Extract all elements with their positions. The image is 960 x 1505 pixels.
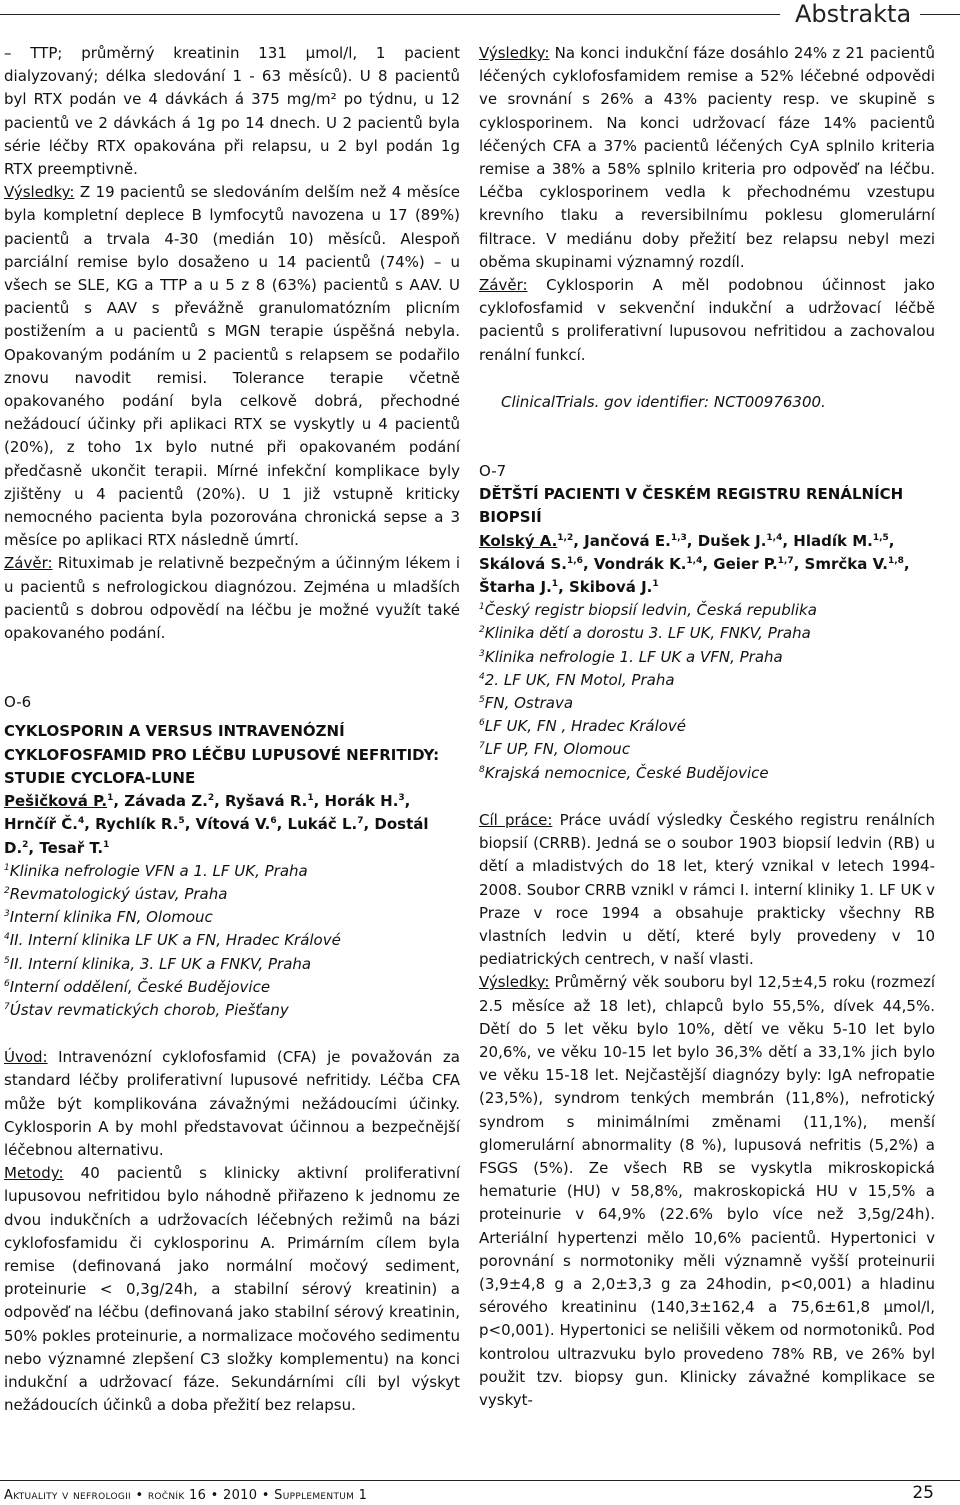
author-affiliation-sup: 1,3 <box>670 532 687 543</box>
author-affiliation-sup: 7 <box>357 816 364 827</box>
affiliation-list <box>4 860 460 1022</box>
first-author: Kolský A. <box>479 531 558 550</box>
aim-paragraph <box>479 809 935 971</box>
abstract-title: DĚTŠTÍ PACIENTI V ČESKÉM REGISTRU RENÁLNÍCH BIOPSIÍ <box>479 485 904 527</box>
results-label: Výsledky: <box>4 183 75 202</box>
abstract-code: O-6 <box>4 693 32 712</box>
affiliation-item <box>479 599 935 622</box>
affiliation-text: II. Interní klinika, 3. LF UK a FNKV, Praha <box>9 954 312 973</box>
intro-label: Úvod: <box>4 1048 48 1067</box>
affiliation-number: 6 <box>4 978 10 989</box>
author-affiliation-sup: 1,4 <box>766 532 783 543</box>
affiliation-number: 4 <box>479 671 485 682</box>
author-name: , Jančová E. <box>573 531 671 550</box>
footer-separator: • <box>210 1488 219 1503</box>
affiliation-number: 3 <box>4 909 10 920</box>
aim-text: Práce uvádí výsledky Českého registru renálních biopsií (CRRB). Jedná se o soubor 1903 biopsií ledvin (RB) u dětí a mladistvých do 18 let, který vznikal v letech 1994-2008. Soubor CRRB vznikl v rámci I. interní kliniky 1. LF UK v Praze v roce 1994 a obsahuje prakticky všechny RB vlastních ledvin u dětí, které byly provedeny v 10 pediatrických centrech, v naší vlasti. <box>479 810 935 969</box>
conclusion-paragraph <box>4 552 460 645</box>
author-affiliation-sup: 1,5 <box>872 532 889 543</box>
author-name: , Štarha J. <box>479 554 910 597</box>
author-affiliation-sup: 1,7 <box>777 555 794 566</box>
author-affiliation-sup: 3 <box>398 793 405 804</box>
author-name: , Skálová S. <box>479 531 895 573</box>
affiliation-item <box>479 715 935 738</box>
volume-number: 16 <box>189 1488 207 1503</box>
affiliation-text: Ústav revmatických chorob, Piešťany <box>9 1000 289 1019</box>
author-name: , Dušek J. <box>686 531 767 550</box>
conclusion-label: Závěr: <box>479 276 528 295</box>
section-title: Abstrakta <box>795 0 912 28</box>
affiliation-number: 6 <box>479 718 485 729</box>
author-name: , Lukáč L. <box>276 815 358 834</box>
affiliation-item <box>479 692 935 715</box>
page-number: 25 <box>912 1483 934 1503</box>
results2-text: Průměrný věk souboru byl 12,5±4,5 roku (rozmezí 2.5 měsíce až 18 let), chlapců bylo 55,5%, dívek 44,5%. Dětí do 5 let věku bylo 10%, dětí ve věku 5-10 let bylo 20,6%, ve věku 10-15 let bylo 36,3% dětí a 33,1% jich bylo ve věku 15-18 let. Nejčastější diagnózy byly: IgA nefropatie (23,5%), syndrom tenkých membrán (11,8%), nefrotický syndrom s minimálními změnami (11,1%), menší glomerulární abnormality (8 %), lupusová nefritis (5,2%) a FSGS (5%). Ze všech RB se vyskytla mikroskopická hematurie (HU) v 58,8%, makroskopická HU v 15,5% a proteinurie v 64,9% (22.6% bylo více než 3,5g/24h). Arteriální hypertenzi mělo 10,6% pacientů. Hypertonici v porovnání s normotoniky měli významně vyšší proteinurii (3,9±4,8 g a 2,0±3,3 g za 24hodin, p<0,001) a hladinu sérového kreatininu (140,3±162,4 a 75,6±61,8 µmol/l, p<0,001). Hypertonici se nelišili věkem od normotoniků. Pod kontrolou ultrazvuku bylo provedeno 78% RB, ve 26% byl použit tzv. biopsy gun. Klinicky závažné komplikace se vyskyt- <box>479 973 935 1409</box>
footer <box>4 1488 367 1503</box>
affiliation-text: Krajská nemocnice, České Budějovice <box>484 763 769 782</box>
conclusion-paragraph <box>479 274 935 367</box>
author-name: , Hladík M. <box>782 531 873 550</box>
affiliation-text: Interní klinika FN, Olomouc <box>9 908 213 927</box>
author-name: , Geier P. <box>702 554 778 573</box>
affiliation-item <box>479 622 935 645</box>
conclusion-text: Rituximab je relativně bezpečným a účinným lékem i u pacientů s nefrologickou diagnózou. Zejména u mladších pacientů s dobrou odpovědí na léčbu je možné využít také opakovaného podání. <box>4 554 460 643</box>
author-name: , Hrnčíř Č. <box>4 792 411 834</box>
continued-paragraph: – TTP; průměrný kreatinin 131 µmol/l, 1 pacient dialyzovaný; délka sledování 1 - 63 měsíců). U 8 pacientů byl RTX podán ve 4 dávkách á 375 mg/m² po týdnu, u 12 pacientů ve 2 dávkách á 1g po 14 dnech. U 2 pacientů byla série léčby RTX opakována při relapsu, u 2 byl podán 1g RTX preemptivně. <box>4 44 460 179</box>
year: 2010 <box>223 1488 258 1503</box>
journal-name: Aktuality v nefrologii <box>4 1488 132 1503</box>
affiliation-item <box>479 762 935 785</box>
affiliation-number: 7 <box>479 741 485 752</box>
affiliation-text: Klinika nefrologie VFN a 1. LF UK, Praha <box>9 861 308 880</box>
affiliation-number: 3 <box>479 648 485 659</box>
results-paragraph <box>479 42 935 274</box>
author-name: , Tesař T. <box>28 838 104 857</box>
methods-text: 40 pacientů s klinicky aktivní proliferativní lupusovou nefritidou bylo náhodně přiřazeno k jednomu ze dvou indukčních a udržovacích léčebných režimů na bázi cyklofosfamidu či cyklosporinu A. Primárním cílem byla remise (definovaná jako normální močový sediment, proteinurie < 0,3g/24h, a stabilní sérový kreatinin) a odpověď na léčbu (definovaná jako stabilní sérový kreatinin, 50% pokles proteinurie, a normalizace močového sedimentu nebo významné zlepšení C3 složky komplementu) na konci indukční a udržovací fáze. Sekundárními cíli byl výskyt nežádoucích účinků a doba přežití bez relapsu. <box>4 1164 460 1415</box>
author-affiliation-sup: 1 <box>307 793 314 804</box>
affiliation-text: Revmatologický ústav, Praha <box>9 884 228 903</box>
affiliation-item <box>479 669 935 692</box>
conclusion-label: Závěr: <box>4 554 53 573</box>
author-list <box>479 530 935 600</box>
left-column <box>4 42 460 1417</box>
results-paragraph <box>4 181 460 552</box>
affiliation-number: 2 <box>479 625 485 636</box>
affiliation-item <box>4 860 460 883</box>
author-affiliation-sup: 1,4 <box>686 555 703 566</box>
affiliation-list <box>479 599 935 785</box>
conclusion-text: Cyklosporin A měl podobnou účinnost jako cyklofosfamid v sekvenční indukční a udržovací léčbě pacientů s proliferativní lupusovou nefritidou a zachovalou renální funkcí. <box>479 276 935 364</box>
affiliation-number: 7 <box>4 1001 10 1012</box>
affiliation-text: LF UP, FN, Olomouc <box>484 740 631 759</box>
author-affiliation-sup: 5 <box>178 816 185 827</box>
author-name: , Rychlík R. <box>84 815 179 834</box>
affiliation-item <box>479 738 935 761</box>
right-column <box>479 42 935 1412</box>
supplement: Supplementum 1 <box>274 1488 368 1503</box>
volume-label: ročník <box>147 1488 185 1503</box>
author-name: , Skibová J. <box>558 578 653 597</box>
author-name: , Vítová V. <box>184 815 271 834</box>
author-affiliation-sup: 1,6 <box>566 555 583 566</box>
methods-paragraph <box>4 1162 460 1417</box>
first-author: Pešičková P. <box>4 792 108 811</box>
abstract-code: O-7 <box>479 462 507 481</box>
affiliation-item <box>479 646 935 669</box>
footer-separator: • <box>261 1488 270 1503</box>
results-text: Z 19 pacientů se sledováním delším než 4 měsíce byla kompletní deplece B lymfocytů navozena u 17 (89%) pacientů a trvala 4-30 (medián 10) měsíců. Alespoň parciální remise bylo dosaženo u 14 pacientů (74%) – u všech se SLE, KG a TTP a u 5 z 8 (63%) pacientů s AAV. U pacientů s AAV s převážně granulomatózním plicním postižením a u pacientů s MGN terapie úspěšná nebyla. Opakovaným podáním u 2 pacientů s relapsem se podařilo znovu navodit remisi. Tolerance terapie včetně opakovaného podání byla celkově dobrá, přechodné nežádoucí účinky při aplikaci RTX se vyskytly u 4 pacientů (20%), z toho 1x bylo nutné při opakovaném podání předčasně ukončit terapii. Mírné infekční komplikace byly zjištěny u 4 pacientů (20%). U 1 již vstupně kriticky nemocného pacienta byla pozorována chronická sepse a 3 měsíce po aplikaci RTX následně úmrtí. <box>4 183 460 550</box>
affiliation-text: Klinika nefrologie 1. LF UK a VFN, Praha <box>484 647 783 666</box>
affiliation-item <box>4 999 460 1022</box>
first-author-sup: 1 <box>107 793 114 804</box>
results-text: Na konci indukční fáze dosáhlo 24% z 21 pacientů léčených cyklofosfamidem remise a 52% léčebné odpovědi ve srovnání s 26% a 43% pacienty resp. ve skupině s cyklosporinem. Na konci udržovací fáze 14% pacientů léčených CFA a 37% pacientů léčených CyA splnilo kriteria remise a 38% a 58% splnilo kriteria pro odpověď na léčbu. Léčba cyklosporinem vedla k přechodnému vzestupu krevního tlaku a reversibilnímu poklesu glomerulární filtrace. V mediánu doby přežití bez relapsu nebyl mezi oběma skupinami významný rozdíl. <box>479 44 935 271</box>
affiliation-number: 4 <box>4 932 10 943</box>
methods-label: Metody: <box>4 1164 64 1183</box>
footer-separator: • <box>135 1488 144 1503</box>
trial-identifier: ClinicalTrials. gov identifier: NCT00976300. <box>501 392 826 411</box>
affiliation-text: Český registr biopsií ledvin, Česká republika <box>484 601 817 620</box>
first-author-sup: 1,2 <box>557 532 574 543</box>
affiliation-item <box>4 929 460 952</box>
author-affiliation-sup: 1 <box>652 579 659 590</box>
author-affiliation-sup: 1,8 <box>887 555 904 566</box>
affiliation-number: 5 <box>479 695 485 706</box>
footer-rule <box>0 1480 960 1481</box>
intro-paragraph <box>4 1046 460 1162</box>
author-name: , Závada Z. <box>113 792 208 811</box>
author-affiliation-sup: 2 <box>22 839 29 850</box>
affiliation-text: II. Interní klinika LF UK a FN, Hradec Králové <box>9 931 341 950</box>
affiliation-item <box>4 976 460 999</box>
header-rule <box>0 14 780 15</box>
affiliation-text: Interní oddělení, České Budějovice <box>9 977 271 996</box>
author-name: , Vondrák K. <box>582 554 687 573</box>
author-affiliation-sup: 1 <box>551 579 559 590</box>
author-name: , Horák H. <box>313 792 399 811</box>
affiliation-item <box>4 883 460 906</box>
affiliation-item <box>4 906 460 929</box>
affiliation-number: 8 <box>479 764 485 775</box>
author-affiliation-sup: 6 <box>270 816 277 827</box>
affiliation-number: 1 <box>479 602 485 613</box>
author-list <box>4 790 460 860</box>
author-affiliation-sup: 4 <box>78 816 85 827</box>
intro-text: Intravenózní cyklofosfamid (CFA) je považován za standard léčby proliferativní lupusové nefritidy. Léčba CFA může být komplikována závažnými nežádoucími účinky. Cyklosporin A by mohl představovat účinnou a bezpečnější léčebnou alternativu. <box>4 1048 460 1159</box>
affiliation-number: 1 <box>4 862 10 873</box>
affiliation-text: LF UK, FN , Hradec Králové <box>484 717 687 736</box>
affiliation-number: 5 <box>4 955 10 966</box>
affiliation-number: 2 <box>4 885 10 896</box>
aim-label: Cíl práce: <box>479 810 553 829</box>
header-rule-right <box>920 14 960 15</box>
affiliation-item <box>4 953 460 976</box>
author-name: , Ryšavá R. <box>214 792 308 811</box>
abstract-title: CYKLOSPORIN A VERSUS INTRAVENÓZNÍ CYKLOFOSFAMID PRO LÉČBU LUPUSOVÉ NEFRITIDY: STUDIE CYCLOFA-LUNE <box>4 722 440 787</box>
results2-label: Výsledky: <box>479 973 550 992</box>
author-affiliation-sup: 1 <box>103 839 110 850</box>
author-affiliation-sup: 2 <box>207 793 215 804</box>
author-name: , Smrčka V. <box>793 554 888 573</box>
affiliation-text: 2. LF UK, FN Motol, Praha <box>484 670 675 689</box>
affiliation-text: Klinika dětí a dorostu 3. LF UK, FNKV, Praha <box>484 624 811 643</box>
author-name: , Dostál D. <box>4 815 429 857</box>
results-label: Výsledky: <box>479 44 550 62</box>
affiliation-text: FN, Ostrava <box>484 694 574 713</box>
results2-paragraph <box>479 971 935 1412</box>
